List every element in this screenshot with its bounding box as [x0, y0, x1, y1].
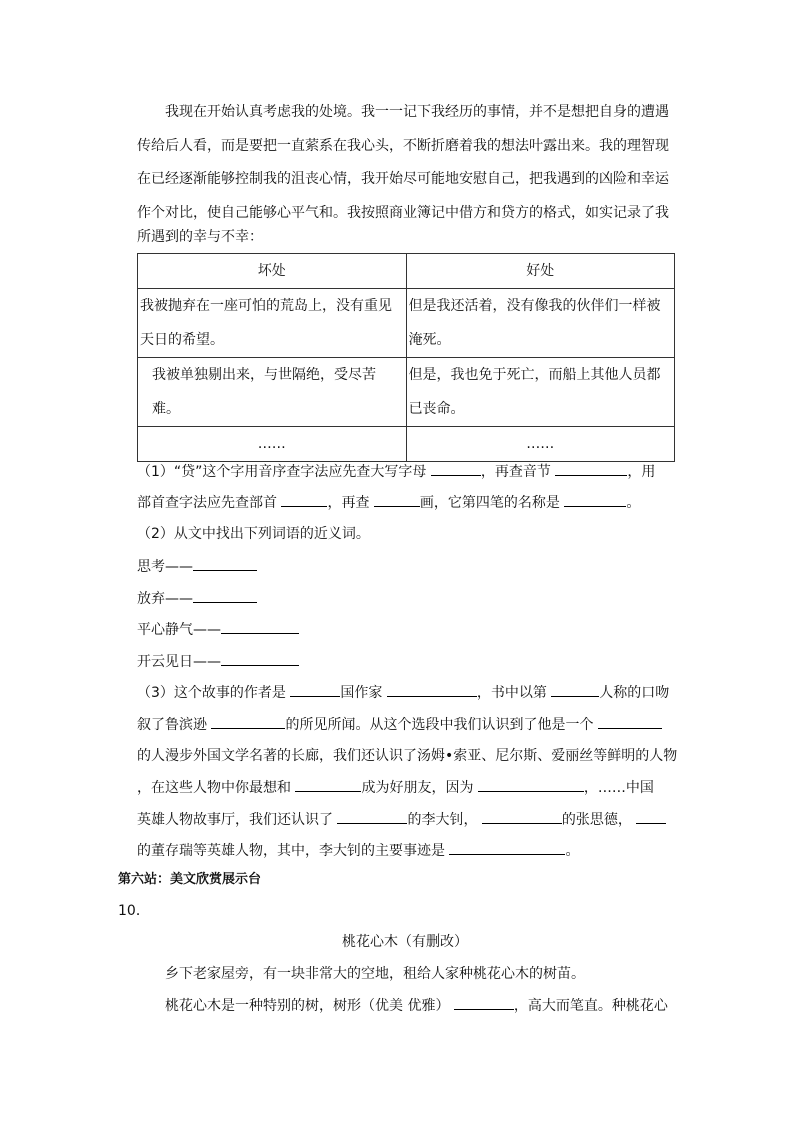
question-number: 10． [118, 903, 150, 919]
question-1-line: （1）“贷”这个字用音序查字法应先查大写字母 ，再查音节 ，用 [137, 461, 655, 482]
answer-blank[interactable] [193, 556, 257, 571]
question-1-line: 部首查字法应先查部首 ，再查 画，它第四笔的名称是 。 [137, 492, 640, 513]
answer-blank[interactable] [454, 995, 514, 1010]
passage-line: 在已经逐渐能够控制我的沮丧心情，我开始尽可能地安慰自己，把我遇到的凶险和幸运 [137, 171, 669, 187]
answer-blank[interactable] [295, 777, 361, 792]
table-header-row [138, 254, 675, 289]
answer-blank[interactable] [636, 809, 666, 824]
passage-title: 桃花心木（有删改） [342, 934, 468, 950]
table-row [138, 358, 675, 427]
passage-line: 桃花心木是一种特别的树，树形（优美 优雅） ，高大而笔直。种桃花心 [165, 995, 668, 1016]
answer-blank[interactable] [281, 492, 327, 507]
passage-line: 作个对比，使自己能够心平气和。我按照商业簿记中借方和贷方的格式，如实记录了我 [137, 205, 669, 221]
answer-blank[interactable] [449, 840, 565, 855]
answer-blank[interactable] [221, 651, 299, 666]
passage-line: 所遇到的幸与不幸： [137, 229, 263, 245]
question-3-line: 叙了鲁滨逊 的所见所闻。从这个选段中我们认识到了他是一个 [137, 714, 662, 735]
answer-blank[interactable] [431, 461, 481, 476]
synonym-item: 思考—— [137, 556, 257, 577]
table-row [138, 289, 675, 358]
answer-blank[interactable] [221, 619, 299, 634]
question-3-line: 的人漫步外国文学名著的长廊，我们还认识了汤姆•索亚、尼尔斯、爱丽丝等鲜明的人物 [137, 748, 678, 764]
table-header-cell: 好处 [406, 254, 674, 289]
answer-blank[interactable] [211, 714, 285, 729]
question-3-line: 的董存瑞等英雄人物，其中，李大钊的主要事迹是 。 [137, 840, 579, 861]
question-3-line: 英雄人物故事厅，我们还认识了 的李大钊， 的张思德， [137, 809, 666, 830]
synonym-item: 平心静气—— [137, 619, 299, 640]
passage-line: 乡下老家屋旁，有一块非常大的空地，租给人家种桃花心木的树苗。 [165, 966, 585, 982]
passage-line: 我现在开始认真考虑我的处境。我一一记下我经历的事情，并不是想把自身的遭遇 [165, 104, 669, 120]
answer-blank[interactable] [551, 682, 599, 697]
answer-blank[interactable] [564, 492, 626, 507]
fortune-table [137, 253, 675, 462]
question-3-line: （3）这个故事的作者是 国作家 ，书中以第 人称的口吻 [137, 682, 669, 703]
table-cell: …… [406, 427, 674, 462]
synonym-item: 放弃—— [137, 588, 257, 609]
answer-blank[interactable] [482, 809, 562, 824]
question-3-line: ，在这些人物中你最想和 成为好朋友，因为 ，……中国 [137, 777, 654, 798]
answer-blank[interactable] [387, 682, 477, 697]
answer-blank[interactable] [193, 588, 257, 603]
table-cell: …… [138, 427, 407, 462]
table-row [138, 427, 675, 462]
table-cell: 我被单独剔出来，与世隔绝，受尽苦难。 [138, 358, 407, 427]
answer-blank[interactable] [337, 809, 407, 824]
answer-blank[interactable] [290, 682, 340, 697]
table-cell: 但是我还活着，没有像我的伙伴们一样被淹死。 [406, 289, 674, 358]
answer-blank[interactable] [374, 492, 420, 507]
section-heading: 第六站：美文欣赏展示台 [118, 872, 262, 887]
question-2-title: （2）从文中找出下列词语的近义词。 [137, 526, 370, 542]
table-cell: 但是，我也免于死亡，而船上其他人员都已丧命。 [406, 358, 674, 427]
answer-blank[interactable] [555, 461, 627, 476]
table-cell: 我被抛弃在一座可怕的荒岛上，没有重见天日的希望。 [138, 289, 407, 358]
answer-blank[interactable] [598, 714, 662, 729]
synonym-item: 开云见日—— [137, 651, 299, 672]
passage-line: 传给后人看，而是要把一直萦系在我心头，不断折磨着我的想法叶露出来。我的理智现 [137, 138, 669, 154]
answer-blank[interactable] [478, 777, 584, 792]
table-header-cell: 坏处 [138, 254, 407, 289]
